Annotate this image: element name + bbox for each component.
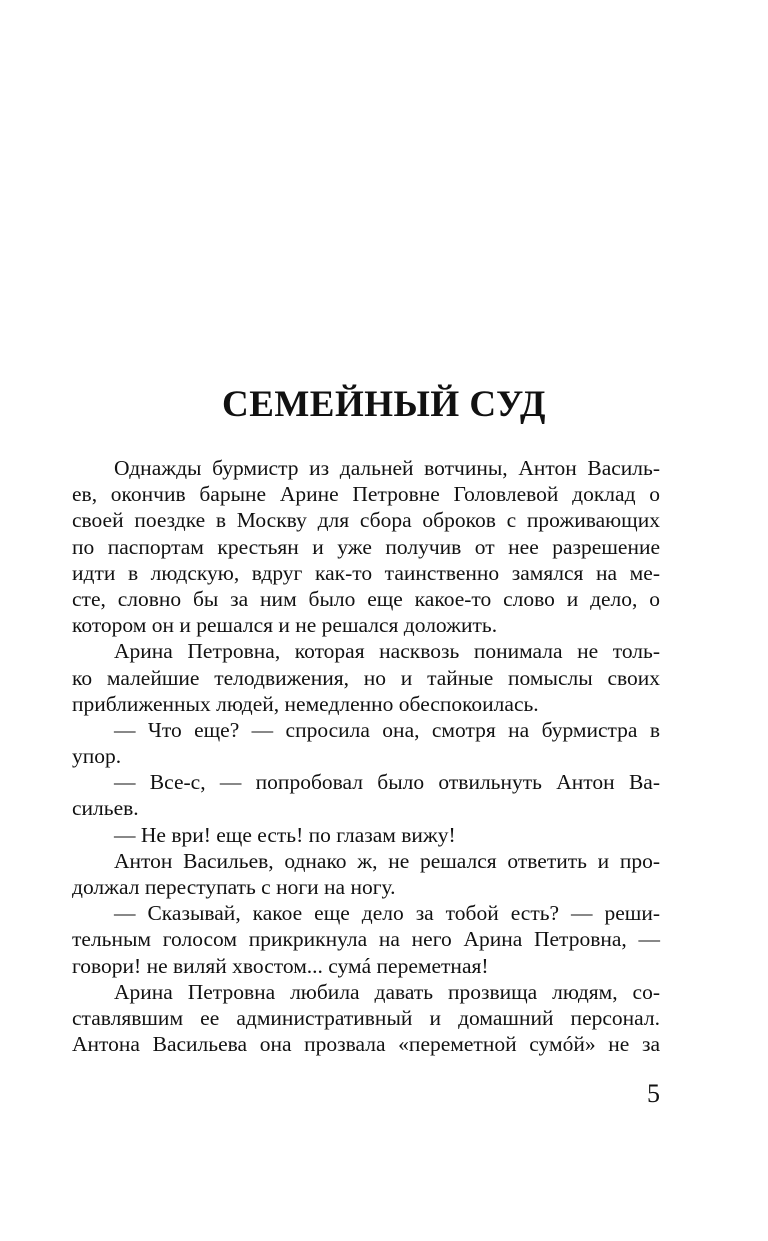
page-number: 5 — [647, 1079, 660, 1108]
text-line: тельным голосом прикрикнула на него Арина Петровна, — — [72, 927, 660, 952]
text-line: приближенных людей, немедленно обеспокоилась. — [72, 691, 539, 716]
text-line: котором он и решался и не решался доложить. — [72, 613, 498, 638]
text-line: — Что еще? — спросила она, смотря на бурмистра в — [114, 717, 660, 742]
text-line: должал переступать с ноги на ногу. — [72, 875, 396, 899]
text-line: говори! не виляй хвостом... сумá переметная! — [72, 953, 489, 978]
text-line: идти в людскую, вдруг как-то таинственно замялся на ме- — [72, 560, 660, 585]
text-line: ко малейшие телодвижения, но и тайные помыслы своих — [72, 665, 660, 690]
text-line: своей поездке в Москву для сбора оброков с проживающих — [72, 508, 660, 533]
text-line: по паспортам крестьян и уже получив от нее разрешение — [72, 534, 660, 559]
text-line: ев, окончив барыне Арине Петровне Головлевой доклад о — [72, 482, 660, 507]
text-line: сильев. — [72, 796, 139, 821]
chapter-title: СЕМЕЙНЫЙ СУД — [221, 384, 547, 425]
text-line: сте, словно бы за ним было еще какое-то слово и дело, о — [72, 586, 660, 611]
text-line: упор. — [72, 744, 122, 769]
text-line: ставлявшим ее административный и домашний персонал. — [72, 1005, 660, 1030]
text-line: — Не ври! еще есть! по глазам вижу! — [114, 822, 456, 847]
text-line: Антона Васильева она прозвала «переметной сумóй» не за — [72, 1032, 660, 1057]
text-line: Антон Васильев, однако ж, не решался ответить и про- — [114, 848, 660, 873]
text-line: — Все-с, — попробовал было отвильнуть Антон Ва- — [114, 770, 660, 795]
text-line: Однажды бурмистр из дальней вотчины, Антон Василь- — [114, 456, 660, 480]
text-line: Арина Петровна любила давать прозвища людям, со- — [114, 979, 660, 1004]
text-line: Арина Петровна, которая насквозь понимала не толь- — [114, 639, 660, 664]
text-line: — Сказывай, какое еще дело за тобой есть? — реши- — [114, 901, 660, 926]
body-text — [72, 455, 660, 1057]
